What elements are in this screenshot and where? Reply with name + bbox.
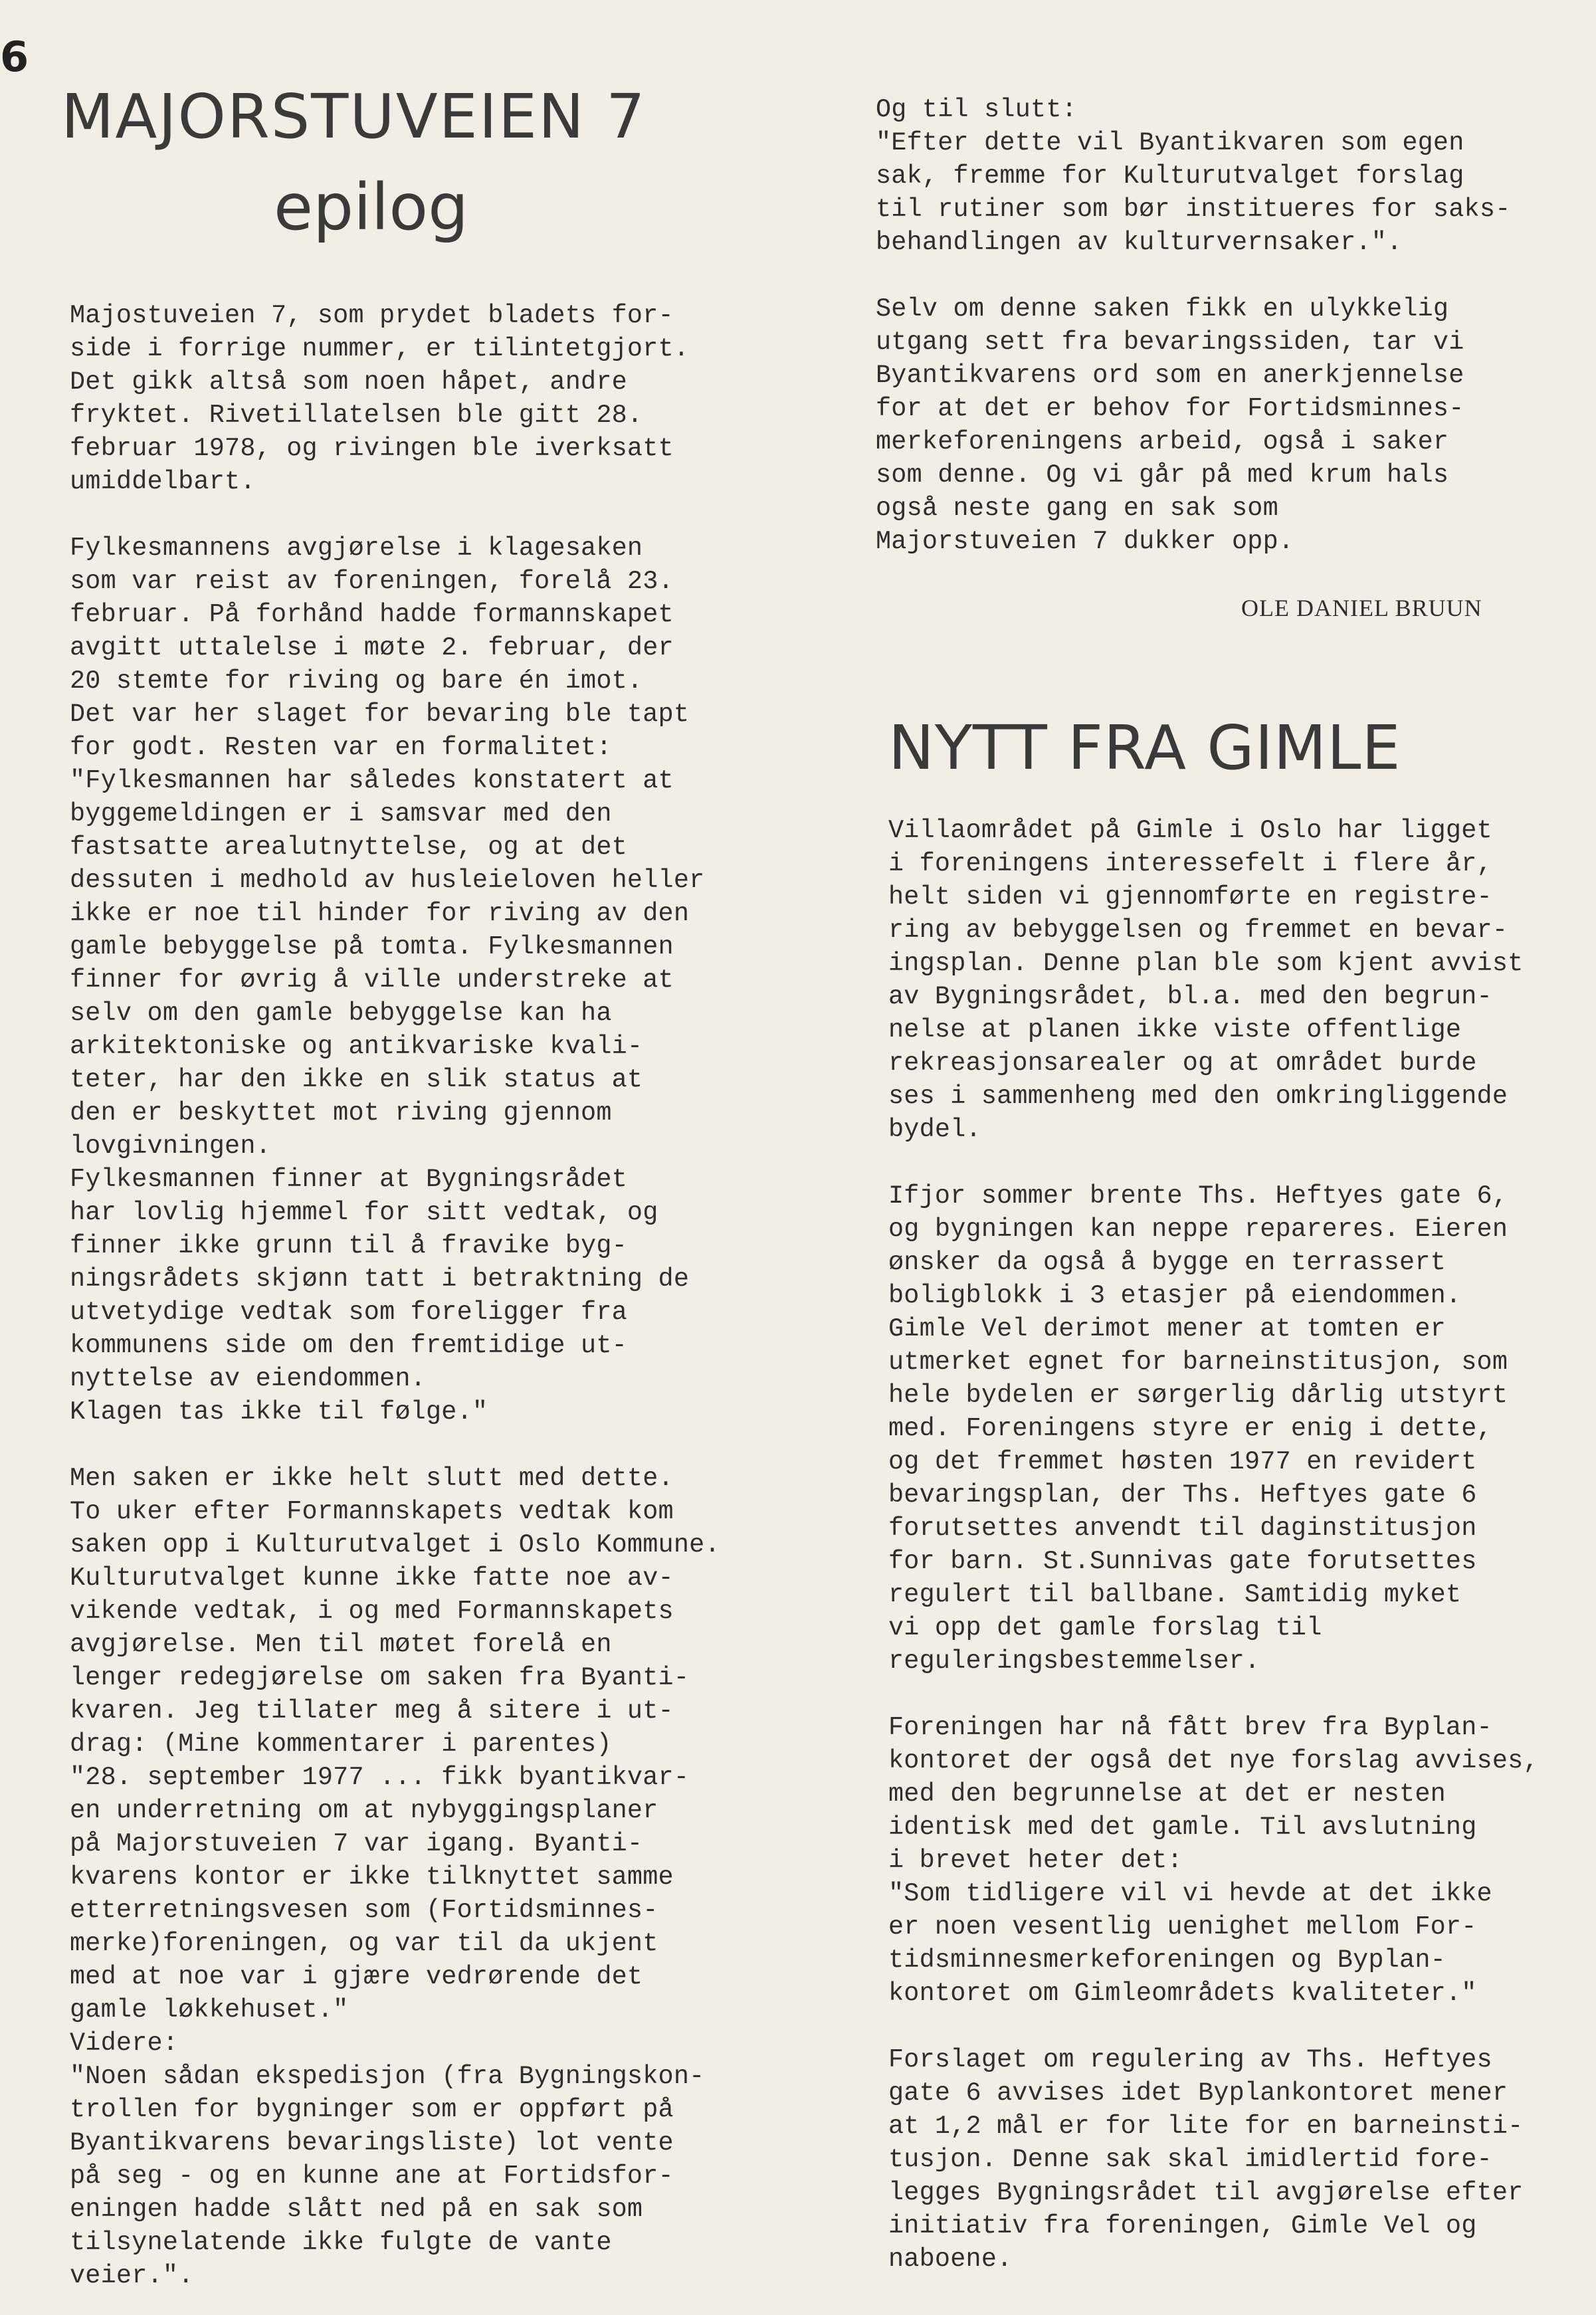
body-paragraph: Ifjor sommer brente Ths. Heftyes gate 6, og bygningen kan neppe repareres. Eieren ønsker da også å bygge en terrassert boligblokk i 3 etasjer på eiendommen. Gimle Vel derimot mener at tomten er utmerket egnet for barneinstitusjon, som hele bydelen er sørgerlig dårlig utstyrt med. Foreningens styre er enig i dette, og det fremmet høsten 1977 en revidert bevaringsplan, der Ths. Heftyes gate 6 forutsettes anvendt til daginstitusjon for barn. St.Sunnivas gate forutsettes regulert til ballbane. Samtidig myket vi opp det gamle forslag til reguleringsbestemmelser.: [888, 1181, 1508, 1676]
article-subtitle: epilog: [274, 170, 469, 245]
body-paragraph: Majostuveien 7, som prydet bladets for- side i forrige nummer, er tilintetgjort. Det gikk altså som noen håpet, andre fryktet. Rivetillatelsen ble gitt 28. februar 1978, og rivingen ble iverksatt umiddelbart.: [70, 301, 690, 496]
body-paragraph: Men saken er ikke helt slutt med dette. To uker efter Formannskapets vedtak kom saken opp i Kulturutvalget i Oslo Kommune. Kulturutvalget kunne ikke fatte noe av- vikende vedtak, i og med Formannskapets avgjørelse. Men til møtet forelå en lenger redegjørelse om saken fra Byanti- kvaren. Jeg tillater meg å sitere i ut- drag: (Mine kommentarer i parentes) "28. september 1977 ... fikk byantikvar- en underretning om at nybyggingsplaner på Majorstuveien 7 var igang. Byanti- kvarens kontor er ikke tilknyttet samme etterretningsvesen som (Fortidsminnes- merke)foreningen, og var til da ukjent med at noe var i gjære vedrørende det gamle løkkehuset." Videre: "Noen sådan ekspedisjon (fra Bygningskon- trollen for bygninger som er oppført på Byantikvarens bevaringsliste) lot vente på seg - og en kunne ane at Fortidsfor- eningen hadde slått ned på en sak som tilsynelatende ikke fulgte de vante veier.".: [70, 1464, 720, 2290]
body-paragraph: Og til slutt: "Efter dette vil Byantikvaren som egen sak, fremme for Kulturutvalget forslag til rutiner som bør institueres for saks- behandlingen av kulturvernsaker.".: [876, 95, 1511, 257]
body-paragraph: Villaområdet på Gimle i Oslo har ligget i foreningens interessefelt i flere år, helt siden vi gjennomførte en registre- ring av bebyggelsen og fremmet en bevar- ingsplan. Denne plan ble som kjent avvist av Bygningsrådet, bl.a. med den begrun- nelse at planen ikke viste offentlige rekreasjonsarealer og at området burde ses i sammenheng med den omkringliggende bydel.: [888, 816, 1524, 1144]
body-paragraph: Fylkesmannens avgjørelse i klagesaken som var reist av foreningen, forelå 23. februar. På forhånd hadde formannskapet avgitt uttalelse i møte 2. februar, der 20 stemte for riving og bare én imot. Det var her slaget for bevaring ble tapt for godt. Resten var en formalitet: "Fylkesmannen har således konstatert at byggemeldingen er i samsvar med den fastsatte arealutnyttelse, og at det dessuten i medhold av husleieloven heller ikke er noe til hinder for riving av den gamle bebyggelse på tomta. Fylkesmannen finner for øvrig å ville understreke at selv om den gamle bebyggelse kan ha arkitektoniske og antikvariske kvali- teter, har den ikke en slik status at den er beskyttet mot riving gjennom lovgivningen. Fylkesmannen finner at Bygningsrådet har lovlig hjemmel for sitt vedtak, og finner ikke grunn til å fravike byg- ningsrådets skjønn tatt i betraktning de utvetydige vedtak som foreligger fra kommunens side om den fremtidige ut- nyttelse av eiendommen. Klagen tas ikke til følge.": [70, 534, 705, 1427]
article-title: NYTT FRA GIMLE: [888, 712, 1401, 783]
body-paragraph: Forslaget om regulering av Ths. Heftyes gate 6 avvises idet Byplankontoret mener at 1,2 mål er for lite for en barneinsti- tusjon. Denne sak skal imidlertid fore- legges Bygningsrådet til avgjørelse efter initiativ fra foreningen, Gimle Vel og naboene.: [888, 2045, 1524, 2274]
page-number: 6: [0, 33, 29, 81]
article-title: MAJORSTUVEIEN 7: [61, 81, 647, 152]
body-paragraph: Foreningen har nå fått brev fra Byplan- kontoret der også det nye forslag avvises, med den begrunnelse at det er nesten identisk med det gamle. Til avslutning i brevet heter det: "Som tidligere vil vi hevde at det ikke er noen vesentlig uenighet mellom For- tidsminnesmerkeforeningen og Byplan- kontoret om Gimleområdets kvaliteter.": [888, 1713, 1539, 2008]
body-paragraph: Selv om denne saken fikk en ulykkelig utgang sett fra bevaringssiden, tar vi Byantikvarens ord som en anerkjennelse for at det er behov for Fortidsminnes- merkeforeningens arbeid, også i saker som denne. Og vi går på med krum hals også neste gang en sak som Majorstuveien 7 dukker opp.: [876, 294, 1464, 556]
author-byline: OLE DANIEL BRUUN: [1241, 595, 1482, 621]
